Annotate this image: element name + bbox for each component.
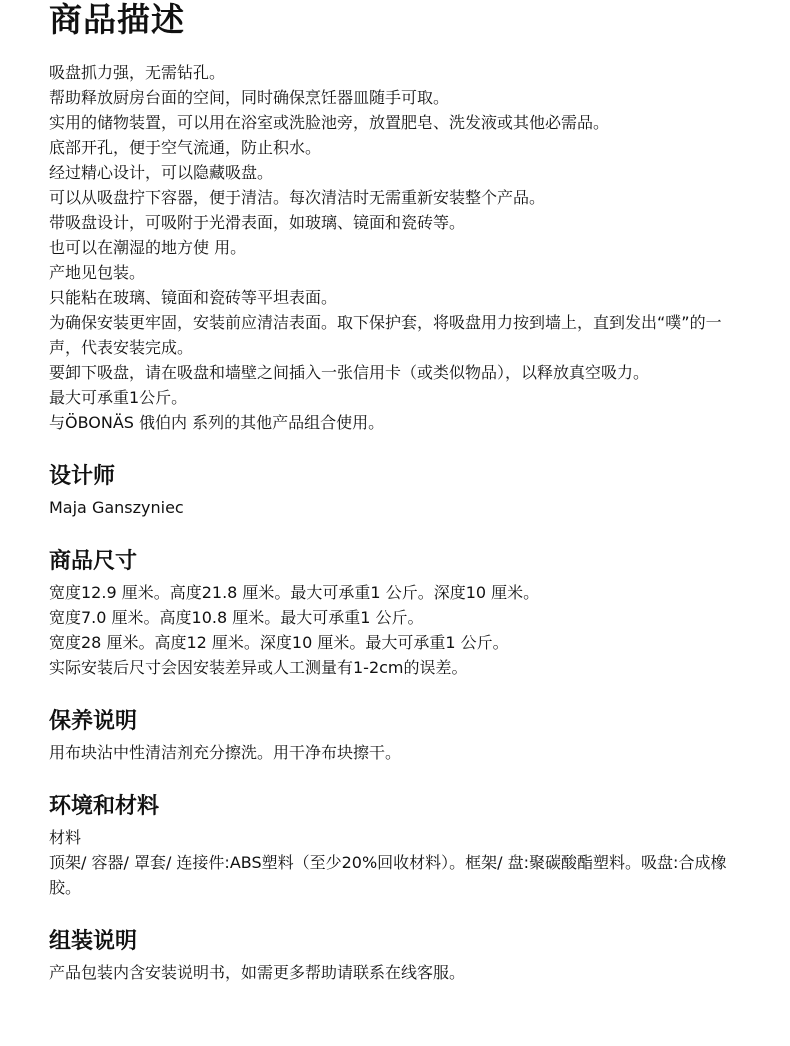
- description-line: 带吸盘设计，可吸附于光滑表面，如玻璃、镜面和瓷砖等。: [49, 213, 466, 232]
- description-line: 实用的储物装置，可以用在浴室或洗脸池旁，放置肥皂、洗发液或其他必需品。: [49, 113, 610, 132]
- materials-label: 材料: [49, 828, 82, 847]
- designer-heading: 设计师: [49, 464, 116, 489]
- description-line: 吸盘抓力强，无需钻孔。: [49, 63, 226, 82]
- materials-text: 顶架/ 容器/ 罩套/ 连接件:ABS塑料（至少20%回收材料）。框架/ 盘:聚碳酸酯塑料。吸盘:合成橡胶。: [49, 853, 727, 897]
- description-line: 产地见包装。: [49, 263, 146, 282]
- designer-name: Maja Ganszyniec: [49, 498, 184, 517]
- page-title: 商品描述: [49, 0, 185, 39]
- care-section: [49, 706, 739, 765]
- assembly-text: 产品包装内含安装说明书，如需更多帮助请联系在线客服。: [49, 963, 466, 982]
- designer-section: [49, 461, 739, 520]
- description-line: 底部开孔，便于空气流通，防止积水。: [49, 138, 322, 157]
- assembly-heading: 组装说明: [49, 929, 138, 954]
- description-line: 也可以在潮湿的地方使 用。: [49, 238, 247, 257]
- dimension-line: 宽度7.0 厘米。高度10.8 厘米。最大可承重1 公斤。: [49, 608, 424, 627]
- description-section: [49, 60, 739, 435]
- description-line: 帮助释放厨房台面的空间，同时确保烹饪器皿随手可取。: [49, 88, 450, 107]
- description-line: 与ÖBONÄS 俄伯内 系列的其他产品组合使用。: [49, 413, 385, 432]
- description-line: 只能粘在玻璃、镜面和瓷砖等平坦表面。: [49, 288, 338, 307]
- care-heading: 保养说明: [49, 709, 138, 734]
- assembly-section: [49, 926, 739, 985]
- care-text: 用布块沾中性清洁剂充分擦洗。用干净布块擦干。: [49, 743, 402, 762]
- description-line: 要卸下吸盘，请在吸盘和墙壁之间插入一张信用卡（或类似物品），以释放真空吸力。: [49, 363, 650, 382]
- environment-section: [49, 791, 739, 900]
- dimension-line: 宽度12.9 厘米。高度21.8 厘米。最大可承重1 公斤。深度10 厘米。: [49, 583, 540, 602]
- description-line: 为确保安装更牢固，安装前应清洁表面。取下保护套，将吸盘用力按到墙上，直到发出“噗”的一声，代表安装完成。: [49, 313, 722, 357]
- dimension-line: 实际安装后尺寸会因安装差异或人工测量有1-2cm的误差。: [49, 658, 468, 677]
- description-line: 可以从吸盘拧下容器，便于清洁。每次清洁时无需重新安装整个产品。: [49, 188, 546, 207]
- environment-heading: 环境和材料: [49, 794, 160, 819]
- dimension-line: 宽度28 厘米。高度12 厘米。深度10 厘米。最大可承重1 公斤。: [49, 633, 509, 652]
- description-line: 经过精心设计，可以隐藏吸盘。: [49, 163, 274, 182]
- dimensions-section: [49, 546, 739, 680]
- description-line: 最大可承重1公斤。: [49, 388, 188, 407]
- dimensions-heading: 商品尺寸: [49, 549, 138, 574]
